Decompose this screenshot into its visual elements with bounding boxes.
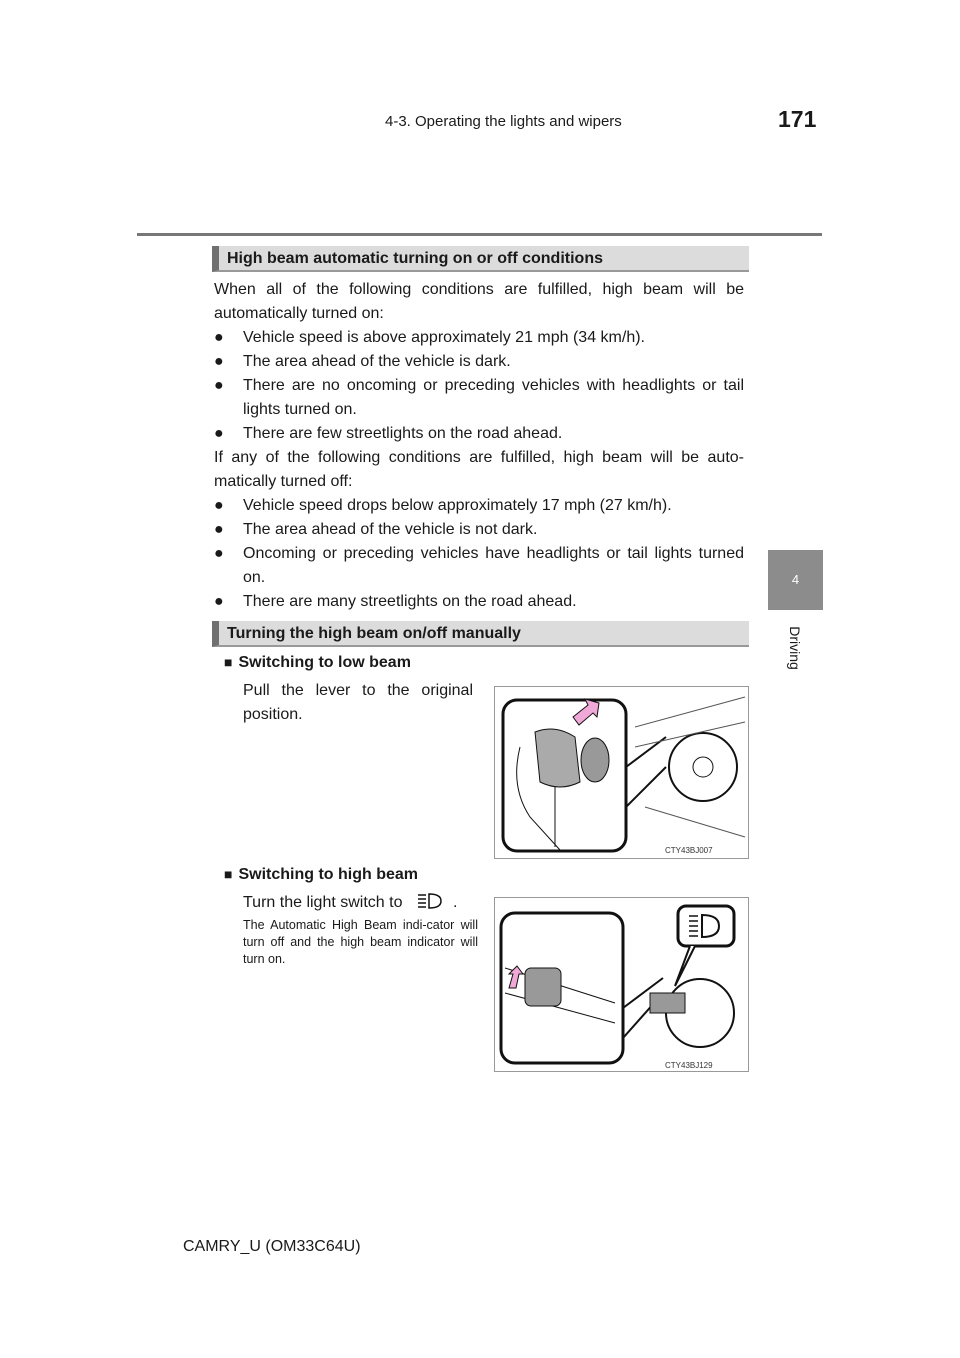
high-beam-text: Turn the light switch to . xyxy=(243,894,458,911)
list-item: ● Vehicle speed drops below approximately 17 mph (27 km/h). xyxy=(214,497,672,514)
header-rule xyxy=(137,233,822,236)
subheading-high-beam: ■ Switching to high beam xyxy=(224,866,419,883)
section-heading: High beam automatic turning on or off conditions xyxy=(212,246,749,272)
list-item: ● The area ahead of the vehicle is dark. xyxy=(214,353,511,370)
list-item: ● Oncoming or preceding vehicles have headlights or tail lights turned on. xyxy=(214,545,744,586)
chapter-label: Driving xyxy=(787,626,803,670)
light-switch-illustration xyxy=(495,898,748,1071)
list-item: ● There are few streetlights on the road ahead. xyxy=(214,425,563,442)
list-item: ● There are many streetlights on the road ahead. xyxy=(214,593,577,610)
high-beam-note: The Automatic High Beam indi-cator will turn off and the high beam indicator will turn on. xyxy=(243,918,478,966)
svg-text:CTY43BJ129: CTY43BJ129 xyxy=(665,1061,713,1070)
list-item: ● Vehicle speed is above approximately 21 mph (34 km/h). xyxy=(214,329,645,346)
list-item: ● The area ahead of the vehicle is not dark. xyxy=(214,521,538,538)
low-beam-text: Pull the lever to the original position. xyxy=(243,682,473,723)
chapter-tab: 4 xyxy=(768,550,823,610)
intro-off: If any of the following conditions are fulfilled, high beam will be auto-matically turned off: xyxy=(214,449,744,490)
footer-model: CAMRY_U (OM33C64U) xyxy=(183,1238,361,1255)
figure-low-beam xyxy=(494,686,749,859)
header-section-title: 4-3. Operating the lights and wipers xyxy=(385,113,622,130)
intro-on: When all of the following conditions are fulfilled, high beam will be automatically turned on: xyxy=(214,281,744,322)
svg-text:CTY43BJ007: CTY43BJ007 xyxy=(665,846,713,855)
figure-high-beam xyxy=(494,897,749,1072)
section-body xyxy=(214,278,744,614)
section-heading: Turning the high beam on/off manually xyxy=(212,621,749,647)
high-beam-icon xyxy=(417,892,443,910)
subheading-low-beam: ■ Switching to low beam xyxy=(224,654,411,671)
list-item: ● There are no oncoming or preceding vehicles with headlights or tail lights turned on. xyxy=(214,377,744,418)
lever-pull-illustration xyxy=(495,687,748,858)
page-number: 171 xyxy=(778,106,817,132)
